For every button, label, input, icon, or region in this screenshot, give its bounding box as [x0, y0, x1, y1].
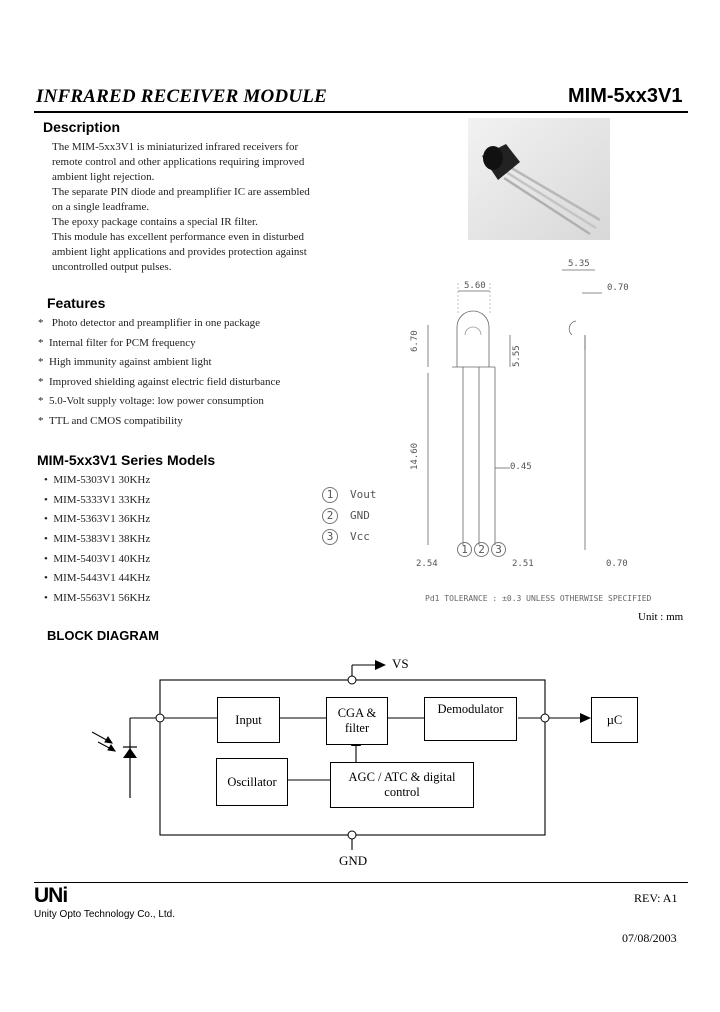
vs-arrow — [375, 660, 386, 670]
features-list — [38, 317, 358, 435]
input-block: Input — [217, 697, 280, 743]
description-heading: Description — [43, 119, 121, 135]
pin-markers: 1 2 3 — [457, 542, 506, 557]
model-item: • MIM-5303V1 30KHz — [44, 474, 151, 486]
block-diagram — [90, 650, 650, 870]
document-date: 07/08/2003 — [622, 931, 677, 945]
company-logo: UNi — [34, 884, 68, 907]
dim-045: 0.45 — [510, 462, 532, 472]
demodulator-block: Demodulator — [424, 697, 517, 741]
description-line: The epoxy package contains a special IR filter. — [52, 216, 258, 228]
package-side-outline — [569, 321, 576, 335]
features-heading: Features — [47, 295, 106, 311]
dim-670: 6.70 — [410, 330, 420, 352]
dim-251: 2.51 — [512, 559, 534, 569]
footer-divider — [34, 882, 688, 883]
pin-legend-item: 2 GND — [322, 505, 377, 526]
dim-555: 5.55 — [512, 345, 522, 367]
feature-item: * Internal filter for PCM frequency — [38, 336, 196, 349]
title-divider — [34, 111, 688, 113]
feature-item: * High immunity against ambient light — [38, 356, 212, 369]
gnd-label: GND — [339, 853, 368, 868]
feature-item: * 5.0-Volt supply voltage: low power consumption — [38, 395, 264, 408]
feature-item: * TTL and CMOS compatibility — [38, 414, 183, 427]
model-item: • MIM-5563V1 56KHz — [44, 592, 151, 605]
description-line: This module has excellent performance even in disturbed — [52, 231, 304, 243]
dim-560: 5.60 — [464, 281, 486, 291]
description-body — [52, 140, 352, 275]
description-line: on a single leadframe. — [52, 201, 150, 213]
models-list — [44, 474, 244, 612]
dim-535: 5.35 — [568, 259, 590, 269]
unit-note: Unit : mm — [638, 611, 684, 623]
feature-item: * Photo detector and preamplifier in one package — [38, 317, 261, 329]
model-item: • MIM-5443V1 44KHz — [44, 572, 151, 585]
description-line: The MIM-5xx3V1 is miniaturized infrared receivers for — [52, 141, 299, 153]
agc-atc-block: AGC / ATC & digital control — [330, 762, 474, 808]
dim-070-bottom: 0.70 — [606, 559, 628, 569]
document-title: INFRARED RECEIVER MODULE — [36, 86, 327, 107]
model-item: • MIM-5383V1 38KHz — [44, 533, 151, 546]
pin-legend-item: 1 Vout — [322, 484, 377, 505]
model-item: • MIM-5403V1 40KHz — [44, 552, 151, 565]
dim-070-top: 0.70 — [607, 283, 629, 293]
package-outline-drawing — [400, 255, 700, 565]
models-heading: MIM-5xx3V1 Series Models — [37, 452, 216, 468]
revision: REV: A1 — [634, 891, 678, 905]
incoming-light-arrows — [92, 732, 115, 751]
microcontroller-block: µC — [591, 697, 638, 743]
model-item: • MIM-5333V1 33KHz — [44, 493, 151, 506]
description-line: The separate PIN diode and preamplifier IC are assembled — [52, 186, 310, 198]
pin-legend — [322, 484, 377, 547]
photodiode-symbol — [123, 748, 137, 758]
feature-item: * Improved shielding against electric field disturbance — [38, 375, 281, 388]
description-line: ambient light rejection. — [52, 171, 155, 183]
cga-filter-block: CGA & filter — [326, 697, 388, 745]
dim-1460: 14.60 — [410, 442, 420, 470]
pin-legend-item: 3 Vcc — [322, 526, 377, 547]
part-number: MIM-5xx3V1 — [568, 85, 683, 107]
tolerance-note: Pd1 TOLERANCE : ±0.3 UNLESS OTHERWISE SPECIFIED — [425, 594, 652, 603]
dim-254: 2.54 — [416, 559, 438, 569]
company-name: Unity Opto Technology Co., Ltd. — [34, 909, 176, 920]
oscillator-block: Oscillator — [216, 758, 288, 806]
description-line: ambient light applications and provides protection against — [52, 246, 307, 258]
vs-label: VS — [392, 656, 409, 671]
package-front-outline — [457, 311, 489, 350]
product-photo — [468, 118, 610, 240]
model-item: • MIM-5363V1 36KHz — [44, 513, 151, 526]
description-line: remote control and other applications requiring improved — [52, 156, 305, 168]
block-diagram-heading: BLOCK DIAGRAM — [47, 628, 159, 643]
description-line: uncontrolled output pulses. — [52, 261, 172, 273]
